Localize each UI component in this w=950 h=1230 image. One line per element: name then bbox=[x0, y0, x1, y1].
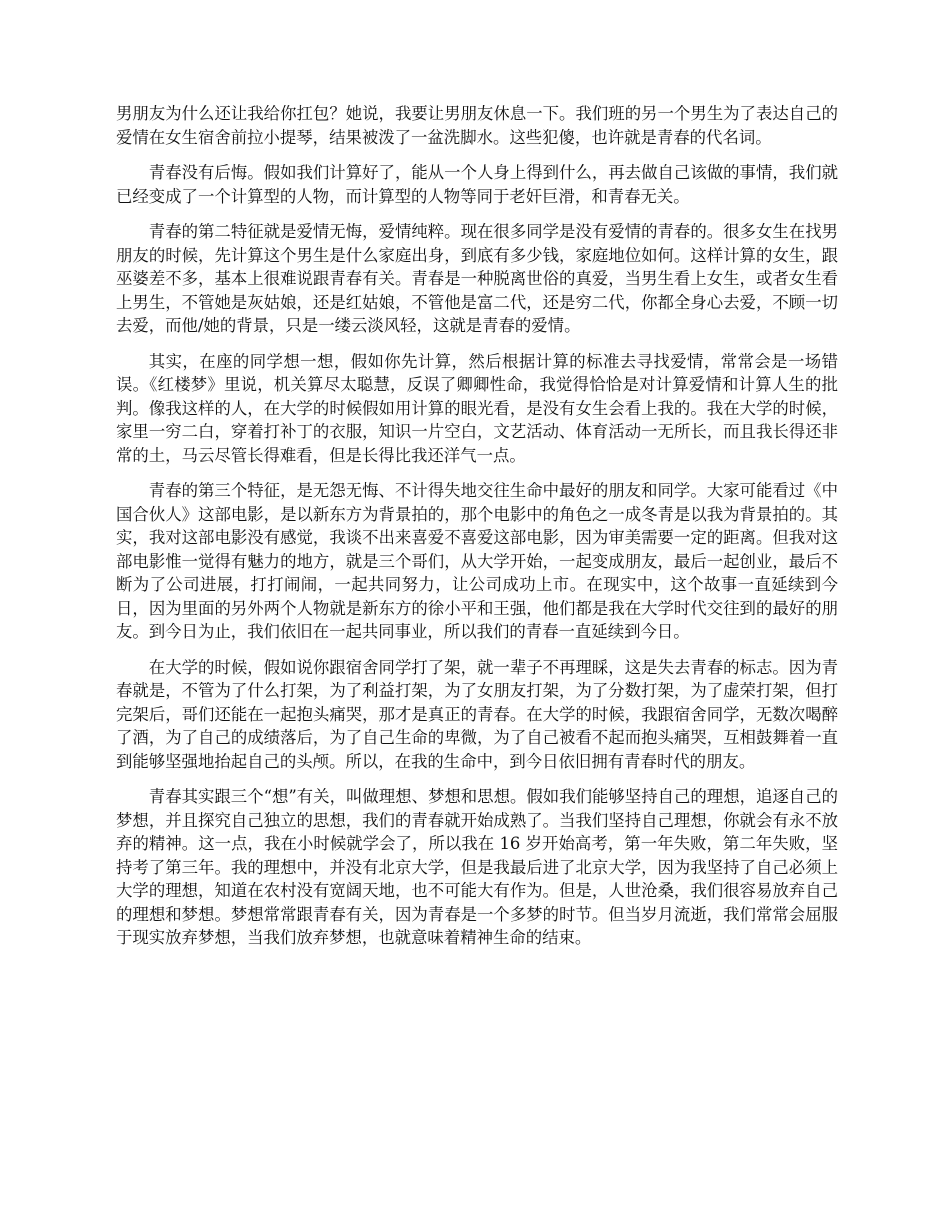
paragraph-5: 青春的第三个特征，是无怨无悔、不计得失地交往生命中最好的朋友和同学。大家可能看过《中国合伙人》这部电影，是以新东方为背景拍的，那个电影中的角色之一成冬青是以我为背景拍的。其实，我对这部电影没有感觉，我谈不出来喜爱不喜爱这部电影，因为审美需要一定的距离。但我对这部电影惟一觉得有魅力的地方，就是三个哥们，从大学开始，一起变成朋友，最后一起创业，最后不断为了公司进展，打打闹闹，一起共同努力，让公司成功上市。在现实中，这个故事一直延续到今日，因为里面的另外两个人物就是新东方的徐小平和王强，他们都是我在大学时代交往到的最好的朋友。到今日为止，我们依旧在一起共同事业，所以我们的青春一直延续到今日。 bbox=[116, 481, 838, 641]
paragraph-1: 男朋友为什么还让我给你扛包？她说，我要让男朋友休息一下。我们班的另一个男生为了表达自己的爱情在女生宿舍前拉小提琴，结果被泼了一盆洗脚水。这些犯傻，也许就是青春的代名词。 bbox=[116, 104, 838, 147]
document-body bbox=[116, 102, 838, 962]
paragraph-7: 青春其实跟三个“想”有关，叫做理想、梦想和思想。假如我们能够坚持自己的理想，追逐自己的梦想，并且探究自己独立的思想，我们的青春就开始成熟了。当我们坚持自己理想，你就会有永不放弃的精神。这一点，我在小时候就学会了，所以我在 16 岁开始高考，第一年失败，第二年失败，坚持考了第三年。我的理想中，并没有北京大学，但是我最后进了北京大学，因为我坚持了自己必须上大学的理想，知道在农村没有宽阔天地，也不可能大有作为。但是，人世沧桑，我们很容易放弃自己的理想和梦想。梦想常常跟青春有关，因为青春是一个多梦的时节。但当岁月流逝，我们常常会屈服于现实放弃梦想，当我们放弃梦想，也就意味着精神生命的结束。 bbox=[116, 787, 838, 947]
paragraph-4: 其实，在座的同学想一想，假如你先计算，然后根据计算的标准去寻找爱情，常常会是一场错误。《红楼梦》里说，机关算尽太聪慧，反误了卿卿性命，我觉得恰恰是对计算爱情和计算人生的批判。像我这样的人，在大学的时候假如用计算的眼光看，是没有女生会看上我的。我在大学的时候，家里一穷二白，穿着打补丁的衣服，知识一片空白，文艺活动、体育活动一无所长，而且我长得还非常的土，马云尽管长得难看，但是长得比我还洋气一点。 bbox=[116, 351, 838, 465]
paragraph-6: 在大学的时候，假如说你跟宿舍同学打了架，就一辈子不再理睬，这是失去青春的标志。因为青春就是，不管为了什么打架，为了利益打架，为了女朋友打架，为了分数打架，为了虚荣打架，但打完架后，哥们还能在一起抱头痛哭，那才是真正的青春。在大学的时候，我跟宿舍同学，无数次喝醉了酒，为了自己的成绩落后，为了自己生命的卑微，为了自己被看不起而抱头痛哭，互相鼓舞着一直到能够坚强地抬起自己的头颅。所以，在我的生命中，到今日依旧拥有青春时代的朋友。 bbox=[116, 657, 838, 771]
paragraph-3: 青春的第二特征就是爱情无悔，爱情纯粹。现在很多同学是没有爱情的青春的。很多女生在找男朋友的时候，先计算这个男生是什么家庭出身，到底有多少钱，家庭地位如何。这样计算的女生，跟巫婆差不多，基本上很难说跟青春有关。青春是一种脱离世俗的真爱，当男生看上女生，或者女生看上男生，不管她是灰姑娘，还是红姑娘，不管他是富二代，还是穷二代，你都全身心去爱，不顾一切去爱，而他/她的背景，只是一缕云淡风轻，这就是青春的爱情。 bbox=[116, 222, 838, 335]
paragraph-2: 青春没有后悔。假如我们计算好了，能从一个人身上得到什么，再去做自己该做的事情，我们就已经变成了一个计算型的人物，而计算型的人物等同于老奸巨滑，和青春无关。 bbox=[116, 163, 838, 206]
